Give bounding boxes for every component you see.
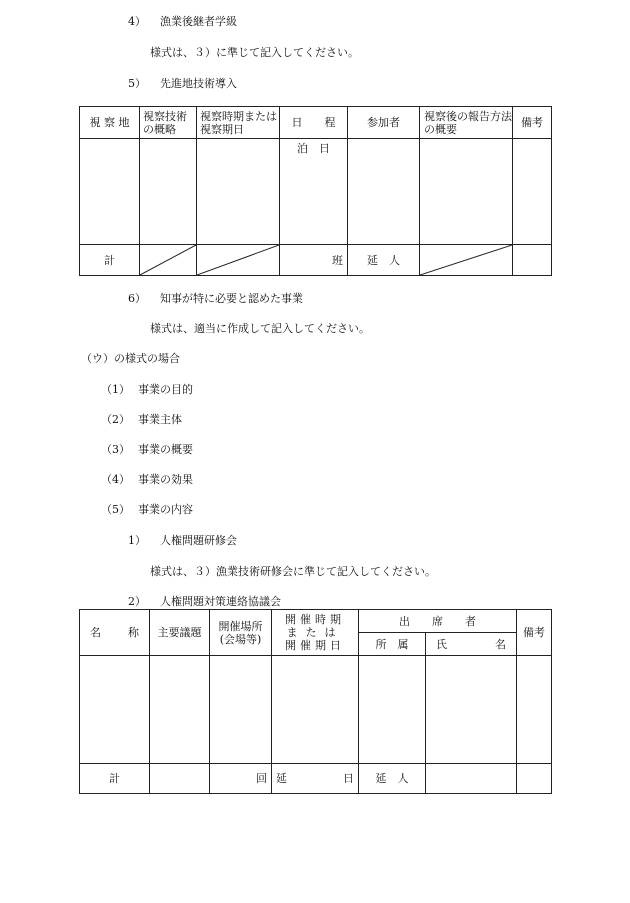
header-name-part-2: 称 [128, 626, 139, 639]
total-persons: 延 人 [359, 764, 426, 794]
list-2-text: 事業主体 [138, 413, 182, 426]
item-6-note: 様式は、適当に作成して記入してください。 [150, 322, 370, 335]
item-5-number: 5） [128, 77, 146, 90]
list-5-text: 事業の内容 [138, 503, 193, 516]
total-label: 計 [80, 764, 150, 794]
header-held-period-line-1: 開催時期 [285, 613, 345, 626]
total-groups: 班 [280, 245, 348, 276]
header-affiliation: 所 属 [359, 633, 426, 656]
item-5-title: 先進地技術導入 [160, 77, 237, 90]
list-1-text: 事業の目的 [138, 383, 193, 396]
header-venue-line-2: (会場等) [219, 632, 262, 646]
cell-remarks [513, 139, 552, 245]
header-attendees: 出 席 者 [359, 610, 517, 633]
total-attendee-name [426, 764, 517, 794]
cell-site [80, 139, 140, 245]
sub-1-title: 人権問題研修会 [160, 534, 237, 547]
list-3-text: 事業の概要 [138, 443, 193, 456]
diagonal-line-icon [420, 245, 512, 275]
total-remarks [513, 245, 552, 276]
header-schedule: 日 程 [280, 107, 348, 139]
cell-report-method [420, 139, 513, 245]
cell-schedule-nights: 泊 日 [280, 139, 348, 245]
header-site: 視 察 地 [80, 107, 140, 139]
list-4-number: （4） [101, 473, 130, 486]
total-technique-slashed [140, 245, 197, 276]
header-venue-line-1: 開催場所 [218, 619, 263, 633]
cell-participants [348, 139, 420, 245]
item-4-title: 漁業後継者学級 [160, 15, 237, 28]
cell-name [80, 656, 150, 764]
item-6-title: 知事が特に必要と認めた事業 [160, 292, 303, 305]
header-attendee-name [426, 633, 517, 656]
total-label: 計 [80, 245, 140, 276]
sub-2-title: 人権問題対策連絡協議会 [160, 595, 281, 608]
header-name-part-1: 名 [90, 626, 101, 639]
header-visit-period: 視察時期または視察期日 [197, 107, 280, 139]
cell-venue [210, 656, 272, 764]
total-period-slashed [197, 245, 280, 276]
header-attendee-name-part-2: 名 [495, 637, 506, 651]
total-times: 回 [210, 764, 272, 794]
header-participants: 参加者 [348, 107, 420, 139]
list-4-text: 事業の効果 [138, 473, 193, 486]
cell-held-period [272, 656, 359, 764]
header-report-method: 視察後の報告方法の概要 [420, 107, 513, 139]
site-visit-table [79, 106, 552, 276]
council-table [79, 609, 552, 794]
header-main-topic: 主要議題 [150, 610, 210, 656]
total-remarks [517, 764, 552, 794]
list-2-number: （2） [101, 413, 130, 426]
cell-attendee-name [426, 656, 517, 764]
item-6-number: 6） [128, 292, 146, 305]
total-persons: 延 人 [348, 245, 420, 276]
list-1-number: （1） [101, 383, 130, 396]
total-days-part-2: 日 [343, 772, 354, 785]
cell-affiliation [359, 656, 426, 764]
header-remarks: 備考 [517, 610, 552, 656]
sub-1-number: 1） [128, 534, 146, 547]
header-held-period-line-2: または [286, 626, 344, 639]
item-4-note: 様式は、３）に準じて記入してください。 [150, 46, 359, 59]
cell-main-topic [150, 656, 210, 764]
cell-technique [140, 139, 197, 245]
header-venue [210, 610, 272, 656]
total-report-slashed [420, 245, 513, 276]
header-held-period-line-3: 開催期日 [285, 639, 345, 652]
diagonal-line-icon [197, 245, 279, 275]
diagonal-line-icon [140, 245, 196, 275]
total-main-topic [150, 764, 210, 794]
item-4-number: 4） [128, 15, 146, 28]
cell-remarks [517, 656, 552, 764]
header-name [80, 610, 150, 656]
total-days-part-1: 延 [276, 772, 287, 785]
header-held-period [272, 610, 359, 656]
cell-visit-period [197, 139, 280, 245]
sub-2-number: 2） [128, 595, 146, 608]
header-attendee-name-part-1: 氏 [436, 637, 447, 651]
header-technique: 視察技術の概略 [140, 107, 197, 139]
list-3-number: （3） [101, 443, 130, 456]
section-u-title: （ウ）の様式の場合 [81, 352, 180, 365]
list-5-number: （5） [101, 503, 130, 516]
total-days [272, 764, 359, 794]
header-remarks: 備考 [513, 107, 552, 139]
sub-1-note: 様式は、３）漁業技術研修会に準じて記入してください。 [150, 565, 436, 578]
